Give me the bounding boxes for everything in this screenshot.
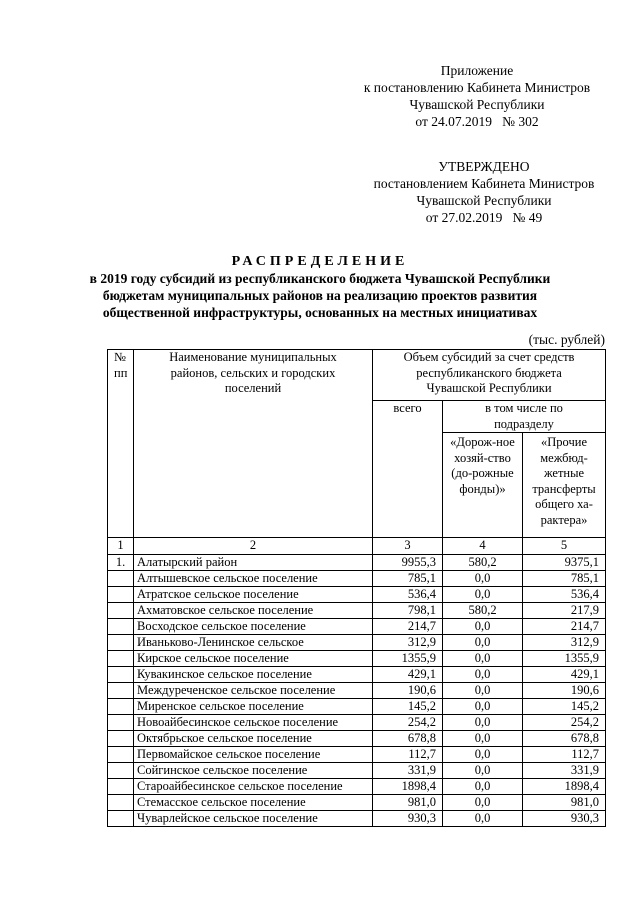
col-number: 3 bbox=[373, 538, 443, 555]
row-total: 214,7 bbox=[373, 618, 443, 634]
row-total: 331,9 bbox=[373, 762, 443, 778]
row-roads: 0,0 bbox=[443, 794, 523, 810]
subsidy-table bbox=[107, 349, 606, 827]
row-name: Миренское сельское поселение bbox=[134, 698, 373, 714]
appendix-line: от 24.07.2019 № 302 bbox=[415, 114, 539, 129]
row-other: 785,1 bbox=[523, 570, 606, 586]
table-row bbox=[108, 650, 606, 666]
header-other: «Прочие межбюд-жетные трансферты общего ха-рактера» bbox=[523, 433, 606, 538]
title-line: общественной инфраструктуры, основанных на местных инициативах bbox=[102, 305, 538, 320]
units-label: (тыс. рублей) bbox=[528, 332, 605, 347]
row-number bbox=[108, 682, 134, 698]
approval-block bbox=[352, 158, 616, 226]
row-name: Первомайское сельское поселение bbox=[134, 746, 373, 762]
row-number bbox=[108, 650, 134, 666]
row-total: 678,8 bbox=[373, 730, 443, 746]
row-other: 112,7 bbox=[523, 746, 606, 762]
row-other: 217,9 bbox=[523, 602, 606, 618]
table-row bbox=[108, 554, 606, 570]
row-name: Сойгинское сельское поселение bbox=[134, 762, 373, 778]
row-other: 536,4 bbox=[523, 586, 606, 602]
col-number: 5 bbox=[523, 538, 606, 555]
row-total: 930,3 bbox=[373, 810, 443, 826]
row-roads: 0,0 bbox=[443, 682, 523, 698]
header-name: Наименование муниципальных районов, сельских и городских поселений bbox=[134, 350, 373, 538]
table-row bbox=[108, 762, 606, 778]
row-name: Атратское сельское поселение bbox=[134, 586, 373, 602]
row-name: Стемасское сельское поселение bbox=[134, 794, 373, 810]
col-number: 1 bbox=[108, 538, 134, 555]
row-number bbox=[108, 762, 134, 778]
row-name: Ахматовское сельское поселение bbox=[134, 602, 373, 618]
row-other: 930,3 bbox=[523, 810, 606, 826]
row-roads: 0,0 bbox=[443, 570, 523, 586]
row-total: 785,1 bbox=[373, 570, 443, 586]
header-row bbox=[108, 350, 606, 401]
appendix-line: Чувашской Республики bbox=[409, 97, 545, 112]
row-other: 981,0 bbox=[523, 794, 606, 810]
title-line: бюджетам муниципальных районов на реализацию проектов развития bbox=[102, 288, 538, 303]
row-other: 678,8 bbox=[523, 730, 606, 746]
row-number bbox=[108, 746, 134, 762]
table-row bbox=[108, 794, 606, 810]
row-number bbox=[108, 570, 134, 586]
row-total: 9955,3 bbox=[373, 554, 443, 570]
header-num: № пп bbox=[108, 350, 134, 538]
row-roads: 0,0 bbox=[443, 650, 523, 666]
row-other: 145,2 bbox=[523, 698, 606, 714]
table-row bbox=[108, 682, 606, 698]
row-other: 331,9 bbox=[523, 762, 606, 778]
table-row bbox=[108, 602, 606, 618]
row-name: Новоайбесинское сельское поселение bbox=[134, 714, 373, 730]
row-total: 112,7 bbox=[373, 746, 443, 762]
row-roads: 0,0 bbox=[443, 714, 523, 730]
row-name: Кувакинское сельское поселение bbox=[134, 666, 373, 682]
col-number: 2 bbox=[134, 538, 373, 555]
row-roads: 0,0 bbox=[443, 810, 523, 826]
approval-line: УТВЕРЖДЕНО bbox=[438, 159, 530, 174]
column-number-row bbox=[108, 538, 606, 555]
approval-line: Чувашской Республики bbox=[416, 193, 552, 208]
row-roads: 0,0 bbox=[443, 698, 523, 714]
row-total: 312,9 bbox=[373, 634, 443, 650]
row-number bbox=[108, 810, 134, 826]
row-total: 254,2 bbox=[373, 714, 443, 730]
row-number bbox=[108, 618, 134, 634]
row-other: 312,9 bbox=[523, 634, 606, 650]
header-volume: Объем субсидий за счет средств республиканского бюджета Чувашской Республики bbox=[373, 350, 606, 401]
appendix-line: к постановлению Кабинета Министров bbox=[363, 80, 591, 95]
table-row bbox=[108, 714, 606, 730]
row-roads: 0,0 bbox=[443, 634, 523, 650]
appendix-block bbox=[352, 62, 602, 130]
row-other: 1898,4 bbox=[523, 778, 606, 794]
row-roads: 0,0 bbox=[443, 586, 523, 602]
row-other: 214,7 bbox=[523, 618, 606, 634]
table-row bbox=[108, 586, 606, 602]
row-name: Восходское сельское поселение bbox=[134, 618, 373, 634]
row-name: Староайбесинское сельское поселение bbox=[134, 778, 373, 794]
appendix-line: Приложение bbox=[440, 63, 514, 78]
row-roads: 0,0 bbox=[443, 730, 523, 746]
row-other: 1355,9 bbox=[523, 650, 606, 666]
row-roads: 0,0 bbox=[443, 762, 523, 778]
row-other: 190,6 bbox=[523, 682, 606, 698]
approval-line: от 27.02.2019 № 49 bbox=[425, 210, 543, 225]
row-number bbox=[108, 586, 134, 602]
row-number bbox=[108, 730, 134, 746]
table-row bbox=[108, 810, 606, 826]
row-total: 1898,4 bbox=[373, 778, 443, 794]
row-name: Иваньково-Ленинское сельское bbox=[134, 634, 373, 650]
table-row bbox=[108, 730, 606, 746]
row-name: Междуреченское сельское поселение bbox=[134, 682, 373, 698]
row-roads: 0,0 bbox=[443, 746, 523, 762]
table-row bbox=[108, 746, 606, 762]
row-number bbox=[108, 714, 134, 730]
row-total: 981,0 bbox=[373, 794, 443, 810]
row-other: 254,2 bbox=[523, 714, 606, 730]
row-name: Октябрьское сельское поселение bbox=[134, 730, 373, 746]
table-row bbox=[108, 778, 606, 794]
table-row bbox=[108, 666, 606, 682]
row-total: 429,1 bbox=[373, 666, 443, 682]
header-roads: «Дорож-ное хозяй-ство (до-рожные фонды)» bbox=[443, 433, 523, 538]
header-total: всего bbox=[373, 401, 443, 538]
approval-line: постановлением Кабинета Министров bbox=[373, 176, 595, 191]
row-number: 1. bbox=[108, 554, 134, 570]
table-row bbox=[108, 618, 606, 634]
row-number bbox=[108, 634, 134, 650]
row-total: 145,2 bbox=[373, 698, 443, 714]
row-number bbox=[108, 666, 134, 682]
row-roads: 0,0 bbox=[443, 618, 523, 634]
row-roads: 580,2 bbox=[443, 554, 523, 570]
row-total: 536,4 bbox=[373, 586, 443, 602]
row-name: Чуварлейское сельское поселение bbox=[134, 810, 373, 826]
row-roads: 0,0 bbox=[443, 666, 523, 682]
row-name: Кирское сельское поселение bbox=[134, 650, 373, 666]
row-number bbox=[108, 778, 134, 794]
row-total: 190,6 bbox=[373, 682, 443, 698]
row-other: 429,1 bbox=[523, 666, 606, 682]
col-number: 4 bbox=[443, 538, 523, 555]
row-name: Алатырский район bbox=[134, 554, 373, 570]
title-line: в 2019 году субсидий из республиканского бюджета Чувашской Республики bbox=[89, 271, 551, 286]
document-title bbox=[0, 253, 640, 321]
row-number bbox=[108, 602, 134, 618]
table-row bbox=[108, 634, 606, 650]
table-row bbox=[108, 698, 606, 714]
row-roads: 0,0 bbox=[443, 778, 523, 794]
row-number bbox=[108, 794, 134, 810]
title-heading: РАСПРЕДЕЛЕНИЕ bbox=[231, 254, 409, 269]
row-total: 1355,9 bbox=[373, 650, 443, 666]
row-other: 9375,1 bbox=[523, 554, 606, 570]
row-number bbox=[108, 698, 134, 714]
table-row bbox=[108, 570, 606, 586]
header-including: в том числе по подразделу bbox=[443, 401, 606, 433]
row-total: 798,1 bbox=[373, 602, 443, 618]
row-roads: 580,2 bbox=[443, 602, 523, 618]
row-name: Алтышевское сельское поселение bbox=[134, 570, 373, 586]
